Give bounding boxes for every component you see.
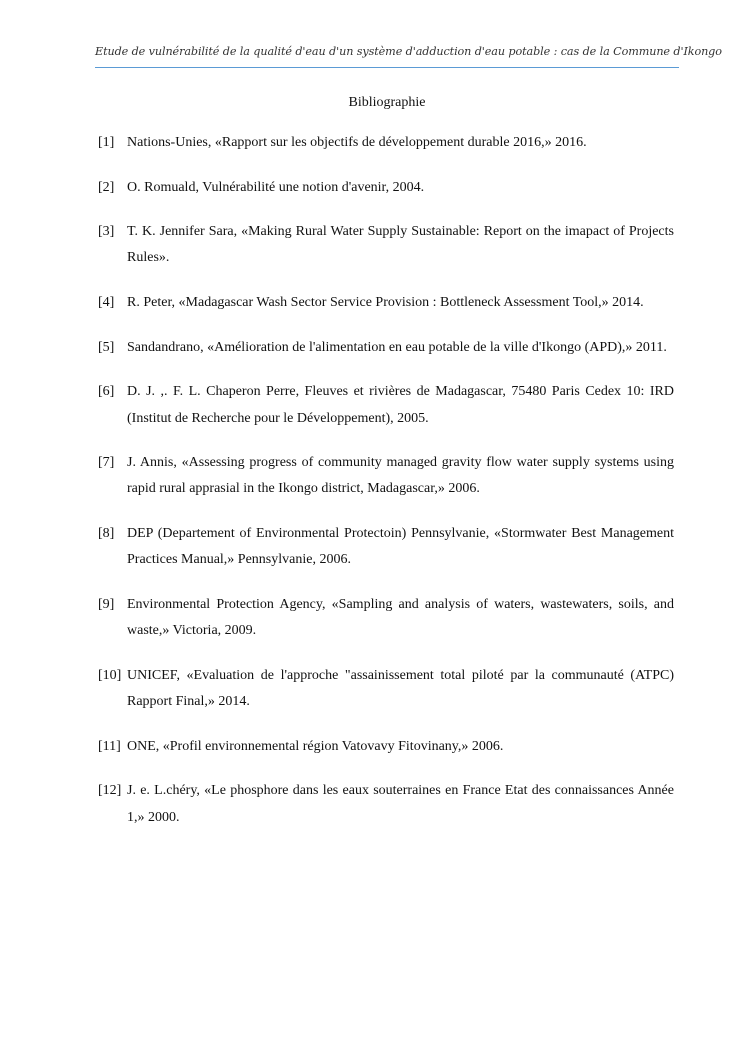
reference-number: [11] (98, 738, 121, 754)
reference-number: [10] (98, 667, 122, 683)
reference-text: Environmental Protection Agency, «Sampling and analysis of waters, wastewaters, soils, and waste,» Victoria, 2009. (127, 596, 674, 639)
reference-item (98, 592, 674, 645)
reference-number: [4] (98, 295, 115, 311)
reference-item (98, 290, 674, 316)
reference-text: UNICEF, «Evaluation de l'approche "assainissement total piloté par la communauté (ATPC) Rapport Final,» 2014. (127, 667, 674, 710)
reference-text: Nations-Unies, «Rapport sur les objectifs de développement durable 2016,» 2016. (127, 135, 587, 150)
reference-item (98, 130, 674, 156)
reference-text: Sandandrano, «Amélioration de l'alimentation en eau potable de la ville d'Ikongo (APD),» 2011. (127, 339, 667, 355)
reference-item (98, 335, 674, 361)
reference-list (98, 130, 674, 849)
reference-number: [6] (98, 384, 115, 400)
reference-number: [12] (98, 783, 122, 799)
reference-item (98, 219, 674, 272)
reference-item (98, 450, 674, 503)
reference-number: [3] (98, 224, 115, 240)
header-rule (95, 67, 679, 68)
reference-text: J. Annis, «Assessing progress of community managed gravity flow water supply systems using rapid rural apprasial in the Ikongo district, Madagascar,» 2006. (127, 455, 674, 497)
reference-text: D. J. ,. F. L. Chaperon Perre, Fleuves et rivières de Madagascar, 75480 Paris Cedex 10: IRD (Institut de Recherche pour le Développement), 2005. (127, 384, 674, 426)
reference-item (98, 379, 674, 432)
reference-text: DEP (Departement of Environmental Protectoin) Pennsylvanie, «Stormwater Best Management Practices Manual,» Pennsylvanie, 2006. (127, 526, 674, 568)
reference-number: [1] (98, 135, 115, 150)
reference-number: [8] (98, 526, 115, 542)
reference-item (98, 663, 674, 716)
reference-text: J. e. L.chéry, «Le phosphore dans les eaux souterraines en France Etat des connaissances Année 1,» 2000. (127, 783, 674, 825)
reference-number: [5] (98, 339, 115, 355)
reference-item (98, 734, 674, 760)
reference-item (98, 778, 674, 831)
reference-number: [9] (98, 596, 115, 612)
reference-text: T. K. Jennifer Sara, «Making Rural Water Supply Sustainable: Report on the imapact of Projects Rules». (127, 224, 674, 266)
page-title: Bibliographie (348, 95, 426, 110)
reference-item (98, 175, 674, 201)
running-header: Etude de vulnérabilité de la qualité d'eau d'un système d'adduction d'eau potable : cas de la Commune d'Ikongo (95, 45, 722, 58)
reference-number: [2] (98, 179, 115, 195)
reference-text: ONE, «Profil environnemental région Vatovavy Fitovinany,» 2006. (127, 738, 504, 754)
reference-text: R. Peter, «Madagascar Wash Sector Service Provision : Bottleneck Assessment Tool,» 2014. (127, 295, 644, 311)
reference-item (98, 521, 674, 574)
reference-text: O. Romuald, Vulnérabilité une notion d'avenir, 2004. (127, 179, 425, 195)
reference-number: [7] (98, 455, 115, 471)
